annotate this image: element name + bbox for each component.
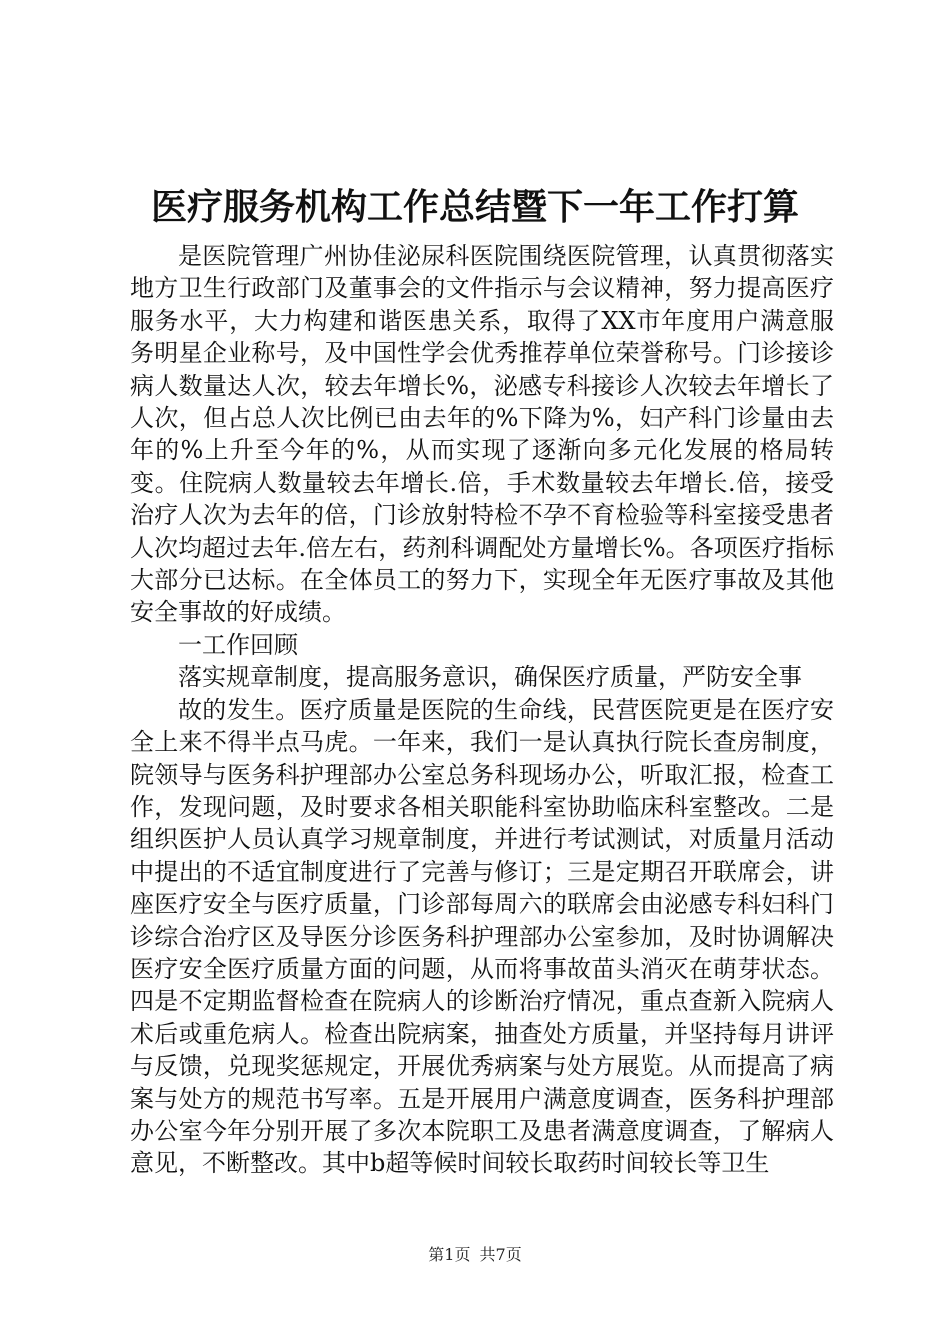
document-body: [130, 240, 834, 1180]
page-footer: [0, 1244, 950, 1266]
paragraph-medical-quality: 故的发生。医疗质量是医院的生命线，民营医院更是在医疗安全上来不得半点马虎。一年来，我们一是认真执行院长查房制度，院领导与医务科护理部办公室总务科现场办公，听取汇报，检查工作，发现问题，及时要求各相关职能科室协助临床科室整改。二是组织医护人员认真学习规章制度，并进行考试测试，对质量月活动中提出的不适宜制度进行了完善与修订；三是定期召开联席会，讲座医疗安全与医疗质量，门诊部每周六的联席会由泌感专科妇科门诊综合治疗区及导医分诊医务科护理部办公室参加，及时协调解决医疗安全医疗质量方面的问题，从而将事故苗头消灭在萌芽状态。四是不定期监督检查在院病人的诊断治疗情况，重点查新入院病人术后或重危病人。检查出院病案，抽查处方质量，并坚持每月讲评与反馈，兑现奖惩规定，开展优秀病案与处方展览。从而提高了病案与处方的规范书写率。五是开展用户满意度调查，医务科护理部办公室今年分别开展了多次本院职工及患者满意度调查，了解病人意见，不断整改。其中b超等候时间较长取药时间较长等卫生: [130, 695, 834, 1178]
section-heading-work-review: 一工作回顾: [178, 630, 298, 659]
paragraph-summary: 是医院管理广州协佳泌尿科医院围绕医院管理，认真贯彻落实地方卫生行政部门及董事会的文件指示与会议精神，努力提高医疗服务水平，大力构建和谐医患关系，取得了XX市年度用户满意服务明星企业称号，及中国性学会优秀推荐单位荣誉称号。门诊接诊病人数量达人次，较去年增长%，泌感专科接诊人次较去年增长了人次，但占总人次比例已由去年的%下降为%，妇产科门诊量由去年的%上升至今年的%，从而实现了逐渐向多元化发展的格局转变。住院病人数量较去年增长.倍，手术数量较去年增长.倍，接受治疗人次为去年的倍，门诊放射特检不孕不育检验等科室接受患者人次均超过去年.倍左右，药剂科调配处方量增长%。各项医疗指标大部分已达标。在全体员工的努力下，实现全年无医疗事故及其他安全事故的好成绩。: [130, 242, 834, 627]
document-title: 医疗服务机构工作总结暨下一年工作打算: [150, 186, 799, 228]
page-total: 共7页: [479, 1245, 522, 1264]
paragraph-rules-heading: 落实规章制度，提高服务意识，确保医疗质量，严防安全事: [178, 663, 802, 692]
page-number: 第1页: [428, 1245, 471, 1264]
